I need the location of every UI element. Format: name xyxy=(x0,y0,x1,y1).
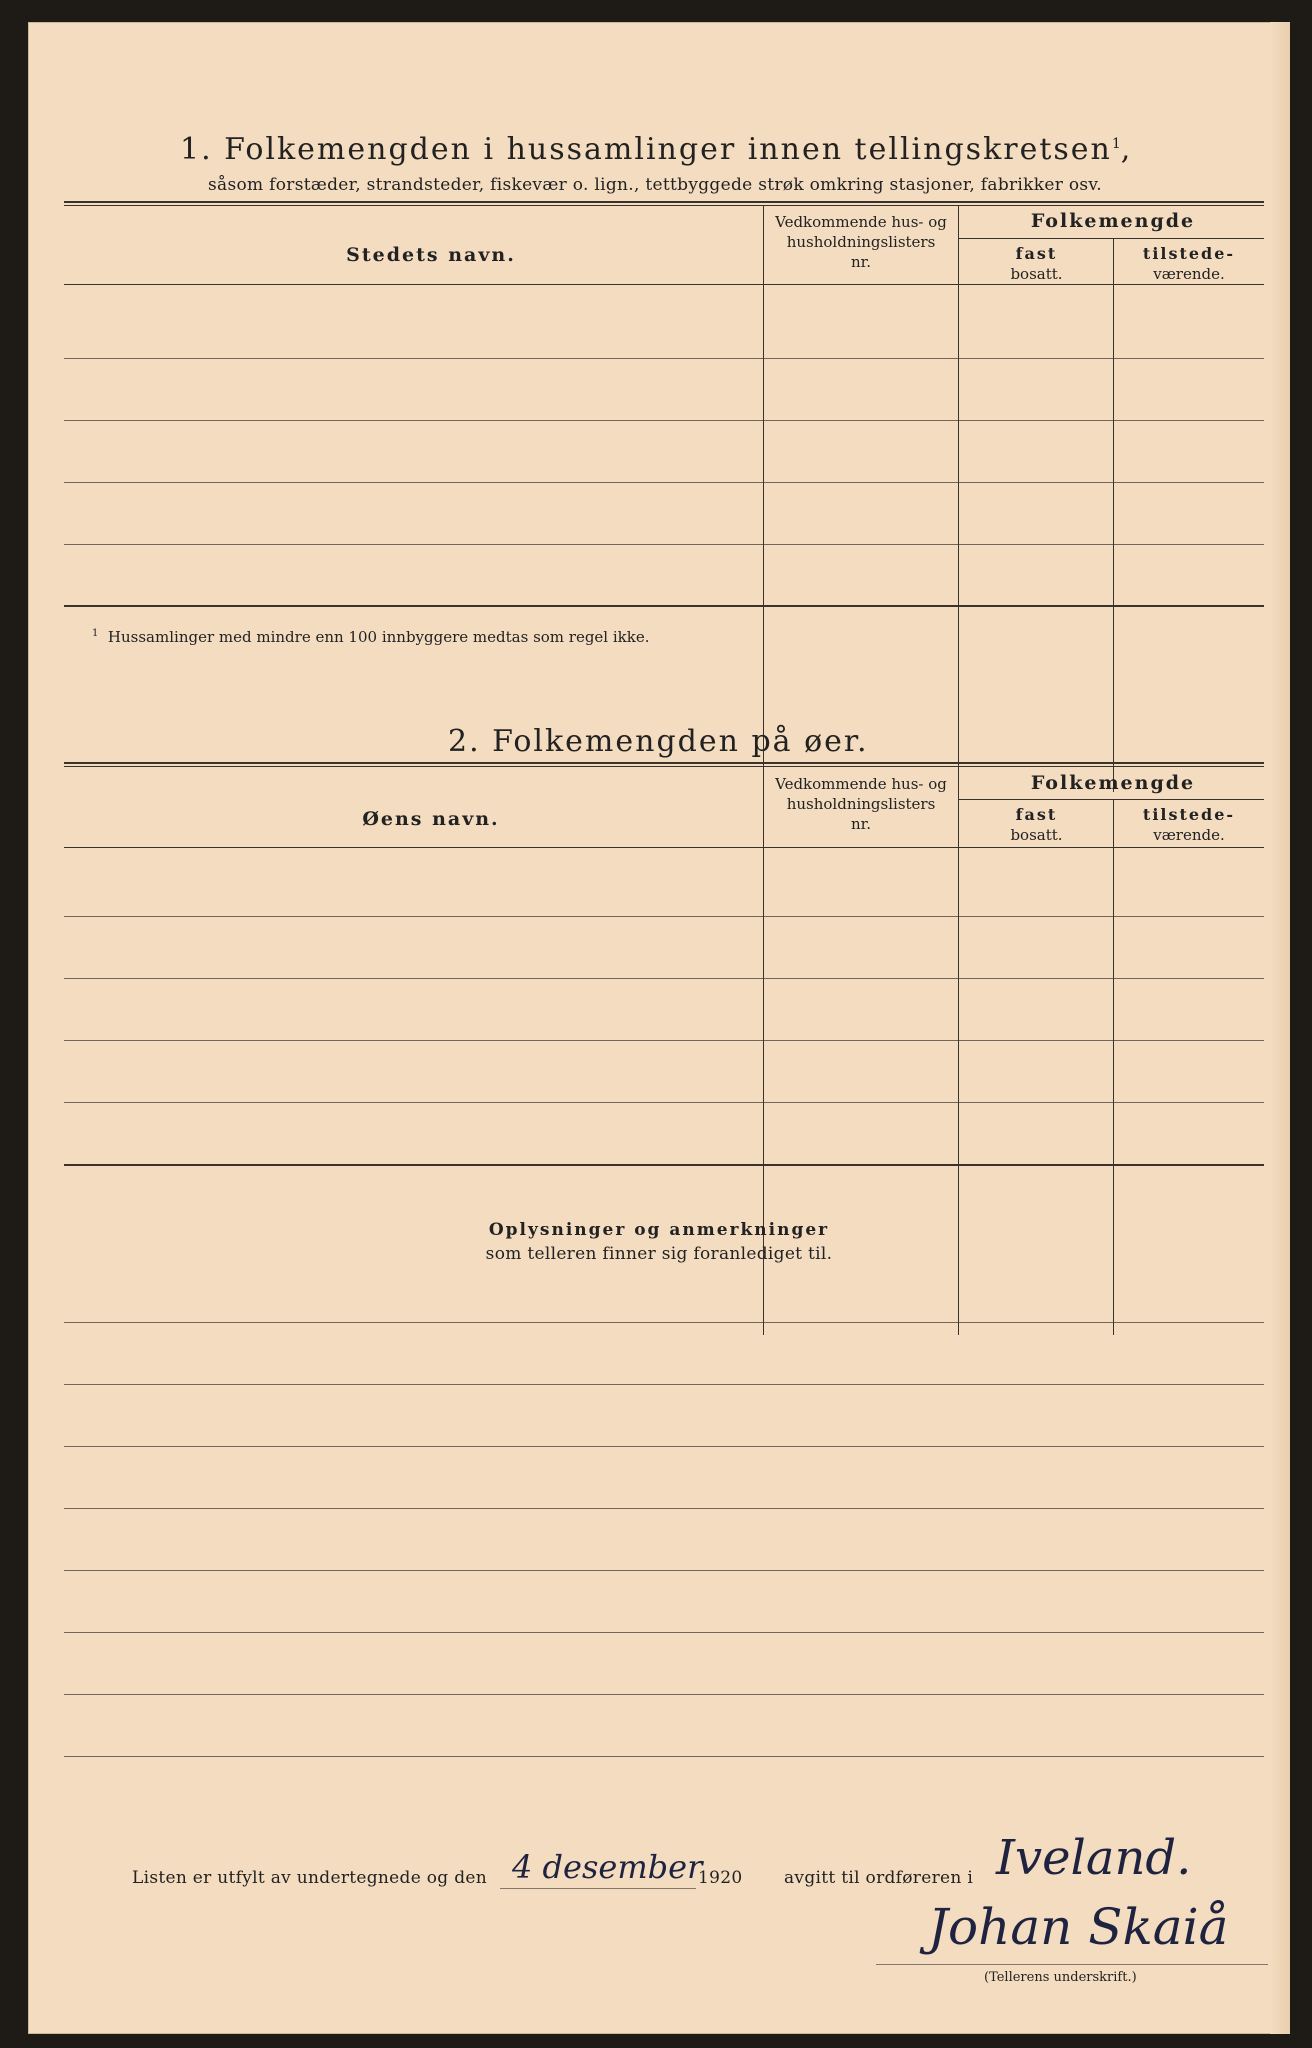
section1-row-line xyxy=(64,544,1264,545)
notes-line xyxy=(64,1508,1264,1509)
footnote-text: Hussamlinger med mindre enn 100 innbyggere medtas som regel ikke. xyxy=(107,628,650,646)
section1-col-list-header xyxy=(763,212,959,272)
col-fast-line2: bosatt. xyxy=(1010,265,1063,283)
footnote-mark: 1 xyxy=(1111,136,1121,152)
notes-line xyxy=(64,1632,1264,1633)
col-list-line1: Vedkommende hus- og xyxy=(775,775,947,793)
signature-text-middle: avgitt til ordføreren i xyxy=(784,1868,974,1888)
section1-col-pop-header: Folkemengde xyxy=(1030,210,1196,232)
section2-header-bottom-rule xyxy=(64,847,1264,848)
notes-line xyxy=(64,1322,1264,1323)
notes-title: Oplysninger og anmerkninger xyxy=(488,1220,830,1240)
section2-row-line xyxy=(64,1040,1264,1041)
section2-col-name-header: Øens navn. xyxy=(362,808,500,830)
col-til-line1: tilstede- xyxy=(1142,244,1236,263)
place-handwritten: Iveland. xyxy=(996,1830,1192,1886)
notes-line xyxy=(64,1756,1264,1757)
section1-bottom-rule xyxy=(64,605,1264,607)
notes-line xyxy=(64,1694,1264,1695)
section1-col-divider-3 xyxy=(1113,284,1114,792)
date-dotted-line xyxy=(500,1888,696,1889)
section1-col-divider-3-head xyxy=(1113,238,1114,286)
signature-text-before: Listen er utfylt av undertegnede og den xyxy=(132,1868,487,1888)
section1-row-line xyxy=(64,420,1264,421)
col-list-line2: husholdningslisters xyxy=(786,795,936,813)
signer-caption: (Tellerens underskrift.) xyxy=(984,1970,1137,1985)
col-list-line3: nr. xyxy=(851,253,871,271)
census-form-page xyxy=(28,22,1290,2034)
col-til-line1: tilstede- xyxy=(1142,805,1236,824)
notes-line xyxy=(64,1384,1264,1385)
notes-line xyxy=(64,1570,1264,1571)
col-list-line1: Vedkommende hus- og xyxy=(775,213,947,231)
section1-header-bottom-rule xyxy=(64,284,1264,285)
paper-edge xyxy=(1270,22,1290,2034)
section1-row-line xyxy=(64,358,1264,359)
section2-row-line xyxy=(64,978,1264,979)
section2-title: 2. Folkemengden på øer. xyxy=(448,724,869,759)
signature-line xyxy=(876,1964,1268,1965)
section2-top-rule xyxy=(64,762,1264,764)
col-fast-line2: bosatt. xyxy=(1010,826,1063,844)
section1-col-til-header xyxy=(1114,244,1264,284)
col-til-line2: værende. xyxy=(1153,265,1225,283)
section1-col-divider-2 xyxy=(958,206,959,792)
notes-subtitle: som telleren finner sig foranlediget til. xyxy=(485,1244,833,1264)
section1-title: 1. Folkemengden i hussamlinger innen tellingskretsen$^1$, xyxy=(180,132,1133,167)
section1-top-rule xyxy=(64,201,1264,203)
section2-row-line xyxy=(64,1102,1264,1103)
signature-year: 1920 xyxy=(698,1868,743,1888)
col-fast-line1: fast xyxy=(1015,244,1058,263)
col-list-line3: nr. xyxy=(851,815,871,833)
section2-col-pop-header: Folkemengde xyxy=(1030,772,1196,794)
section1-row-line xyxy=(64,482,1264,483)
signer-handwritten: Johan Skaiå xyxy=(928,1898,1229,1956)
section1-pop-subrule xyxy=(959,238,1264,239)
section2-col-fast-header xyxy=(959,805,1114,845)
section1-col-divider-1 xyxy=(763,206,764,792)
notes-line xyxy=(64,1446,1264,1447)
section2-col-til-header xyxy=(1114,805,1264,845)
section1-col-name-header: Stedets navn. xyxy=(346,244,516,266)
date-handwritten: 4 desember xyxy=(512,1848,703,1886)
section1-top-rule-2 xyxy=(64,205,1264,206)
footnote-mark: 1 xyxy=(92,628,99,639)
section2-pop-subrule xyxy=(959,799,1264,800)
section2-top-rule-2 xyxy=(64,766,1264,767)
section2-bottom-rule xyxy=(64,1164,1264,1166)
col-list-line2: husholdningslisters xyxy=(786,233,936,251)
col-til-line2: værende. xyxy=(1153,826,1225,844)
section2-col-list-header xyxy=(763,774,959,834)
section1-subtitle: såsom forstæder, strandsteder, fiskevær o. lign., tettbyggede strøk omkring stasjoner, fabrikker osv. xyxy=(208,175,1103,195)
section1-col-fast-header xyxy=(959,244,1114,284)
col-fast-line1: fast xyxy=(1015,805,1058,824)
section2-row-line xyxy=(64,916,1264,917)
section1-footnote xyxy=(92,628,650,646)
